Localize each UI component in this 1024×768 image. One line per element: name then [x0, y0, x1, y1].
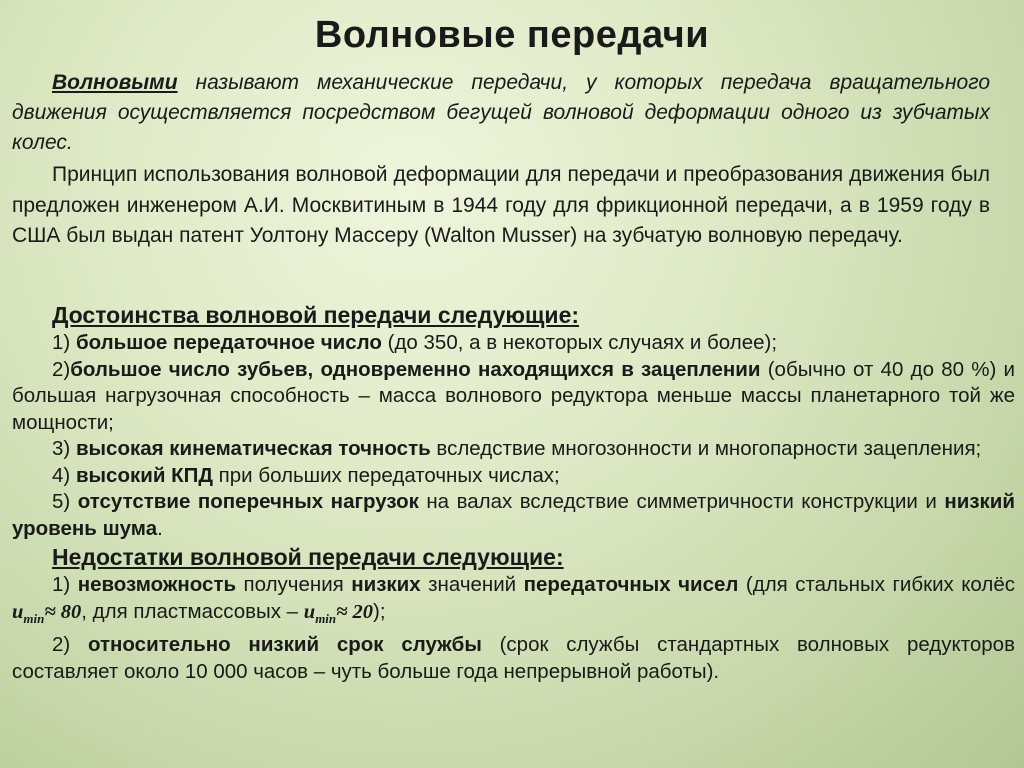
- item-text: (обычно от 40 до 80 %) и большая нагрузочная способность – масса волнового редуктора меньше массы планетарного той же мощности;: [12, 357, 1015, 434]
- item-number: 4): [52, 463, 76, 487]
- item-number: 1): [52, 573, 78, 596]
- item-text: при больших передаточных числах;: [212, 463, 560, 487]
- item-bold: большое передаточное число: [75, 331, 382, 354]
- item-bold: передаточных чисел: [523, 573, 739, 596]
- formula-subscript: min: [315, 610, 337, 626]
- formula-value: ≈ 20: [336, 600, 374, 623]
- item-text: получения: [236, 573, 352, 596]
- formula-variable: u: [303, 600, 316, 623]
- item-number: 1): [52, 331, 76, 354]
- item-bold: низкий уровень шума: [12, 490, 1015, 540]
- intro-term: Волновыми: [52, 71, 178, 94]
- advantage-item: [12, 489, 1015, 542]
- item-bold: низких: [351, 573, 421, 596]
- item-bold: высокий КПД: [75, 463, 213, 487]
- item-bold: высокая кинематическая точность: [75, 437, 431, 460]
- formula-subscript: min: [23, 610, 45, 626]
- item-number: 2): [52, 633, 88, 657]
- formula-value: ≈ 80: [44, 600, 82, 623]
- item-number: 5): [52, 490, 78, 513]
- disadvantage-item: [12, 632, 1015, 685]
- item-bold: отсутствие поперечных нагрузок: [77, 490, 419, 513]
- item-text: на валах вследствие симметричности конструкции и: [418, 490, 945, 513]
- history-paragraph: Принцип использования волновой деформации для передачи и преобразования движения был предложен инженером А.И. Москвитиным в 1944 году для фрикционной передачи, а в 1959 году в США был выдан патент Уолтону Массеру (Walton Musser) на зубчатую волновую передачу.: [12, 163, 990, 247]
- advantage-item: [12, 436, 1015, 463]
- item-text: .: [157, 516, 163, 540]
- disadvantages-heading: Недостатки волновой передачи следующие:: [52, 544, 564, 570]
- formula-steel: [12, 600, 82, 626]
- advantage-item: [12, 463, 1015, 490]
- advantages-heading: Достоинства волновой передачи следующие:: [52, 302, 580, 328]
- item-bold: большое число зубьев, одновременно находящихся в зацеплении: [70, 357, 761, 381]
- item-text: значений: [420, 573, 524, 596]
- page-title: Волновые передачи: [314, 14, 710, 56]
- formula-plastic: [303, 600, 374, 626]
- item-text: (срок службы стандартных волновых редукторов составляет около 10 000 часов – чуть больше года непрерывной работы).: [12, 633, 1015, 683]
- item-text: , для пластмассовых –: [81, 599, 304, 623]
- intro-paragraph: [12, 68, 990, 158]
- item-text: );: [373, 599, 386, 623]
- item-bold: невозможность: [77, 573, 237, 596]
- advantages-section: [12, 300, 1015, 685]
- item-number: 2): [52, 357, 71, 381]
- item-text: (до 350, а в некоторых случаях и более);: [381, 331, 778, 354]
- advantage-item: [12, 330, 1015, 357]
- item-text: вследствие многозонности и многопарности зацепления;: [430, 437, 982, 460]
- item-text: (для стальных гибких колёс: [738, 573, 1015, 596]
- formula-variable: u: [12, 600, 24, 623]
- advantage-item: [12, 357, 1015, 437]
- item-bold: относительно низкий срок службы: [88, 633, 482, 657]
- disadvantage-item: [12, 572, 1015, 632]
- item-number: 3): [52, 437, 76, 460]
- intro-text: называют механические передачи, у которых передача вращательного движения осуществляется посредством бегущей волновой деформации одного из зубчатых колес.: [12, 71, 990, 154]
